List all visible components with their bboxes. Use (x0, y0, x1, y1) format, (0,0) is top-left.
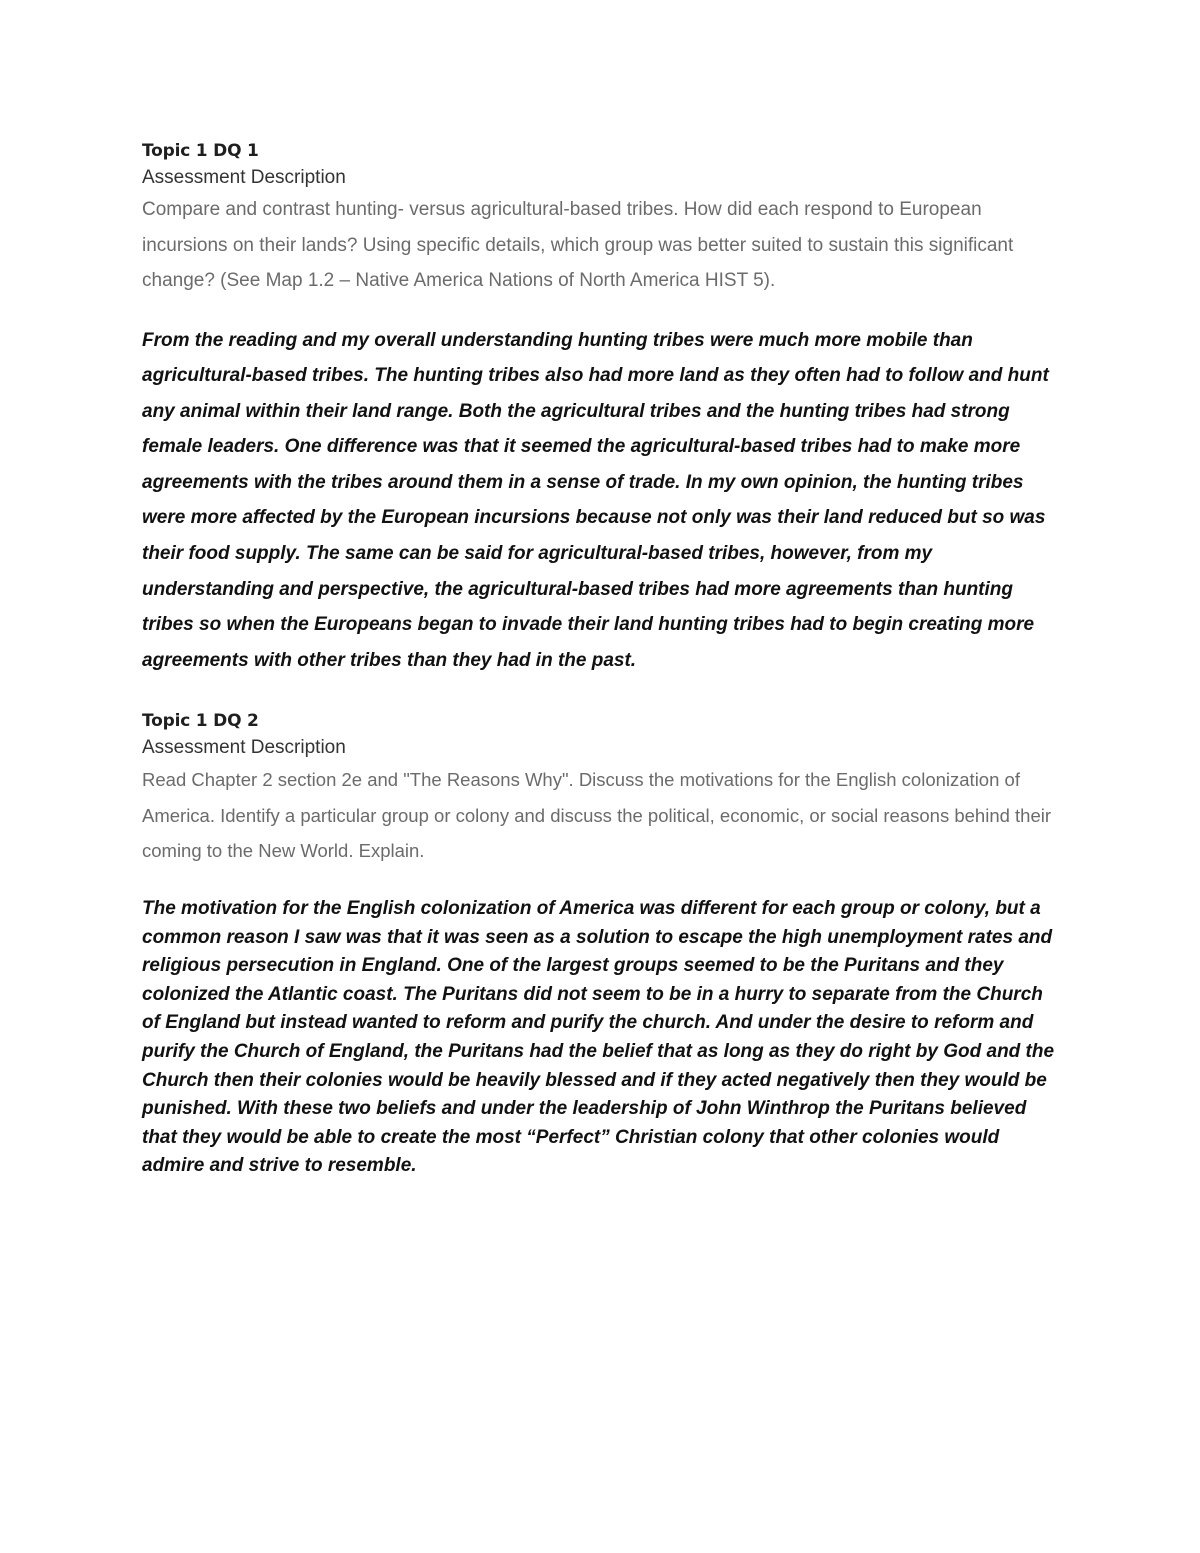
topic-2-assessment-label: Assessment Description (142, 737, 346, 759)
topic-2-section (142, 708, 1062, 1180)
topic-1-prompt: Compare and contrast hunting- versus agricultural-based tribes. How did each respond to European incursions on their lands? Using specific details, which group was better suited to sustain this significant change? (See Map 1.2 – Native America Nations of North America HIST 5). (142, 199, 1014, 291)
topic-1-title: Topic 1 DQ 1 (142, 141, 259, 161)
topic-1-section (142, 138, 1062, 678)
document-page (142, 138, 1062, 1181)
topic-2-title: Topic 1 DQ 2 (142, 711, 259, 732)
topic-2-answer: The motivation for the English colonization of America was different for each group or colony, but a common reason I saw was that it was seen as a solution to escape the high unemployment rates and religious persecution in England. One of the largest groups seemed to be the Puritans and they colonized the Atlantic coast. The Puritans did not seem to be in a hurry to separate from the Church of England but instead wanted to reform and purify the church. And under the desire to reform and purify the Church of England, the Puritans had the belief that as long as they do right by God and the Church then their colonies would be heavily blessed and if they acted negatively then they would be punished. With these two beliefs and under the leadership of John Winthrop the Puritans believed that they would be able to create the most “Perfect” Christian colony that other colonies would admire and strive to resemble. (142, 897, 1055, 1177)
topic-2-prompt: Read Chapter 2 section 2e and "The Reasons Why". Discuss the motivations for the English colonization of America. Identify a particular group or colony and discuss the political, economic, or social reasons behind their coming to the New World. Explain. (142, 769, 1052, 862)
topic-1-assessment-label: Assessment Description (142, 167, 346, 188)
topic-1-answer: From the reading and my overall understanding hunting tribes were much more mobile than agricultural-based tribes. The hunting tribes also had more land as they often had to follow and hunt any animal within their land range. Both the agricultural tribes and the hunting tribes had strong female leaders. One difference was that it seemed the agricultural-based tribes had to make more agreements with the tribes around them in a sense of trade. In my own opinion, the hunting tribes were more affected by the European incursions because not only was their land reduced but so was their food supply. The same can be said for agricultural-based tribes, however, from my understanding and perspective, the agricultural-based tribes had more agreements than hunting tribes so when the Europeans began to invade their land hunting tribes had to begin creating more agreements with other tribes than they had in the past. (142, 329, 1049, 671)
